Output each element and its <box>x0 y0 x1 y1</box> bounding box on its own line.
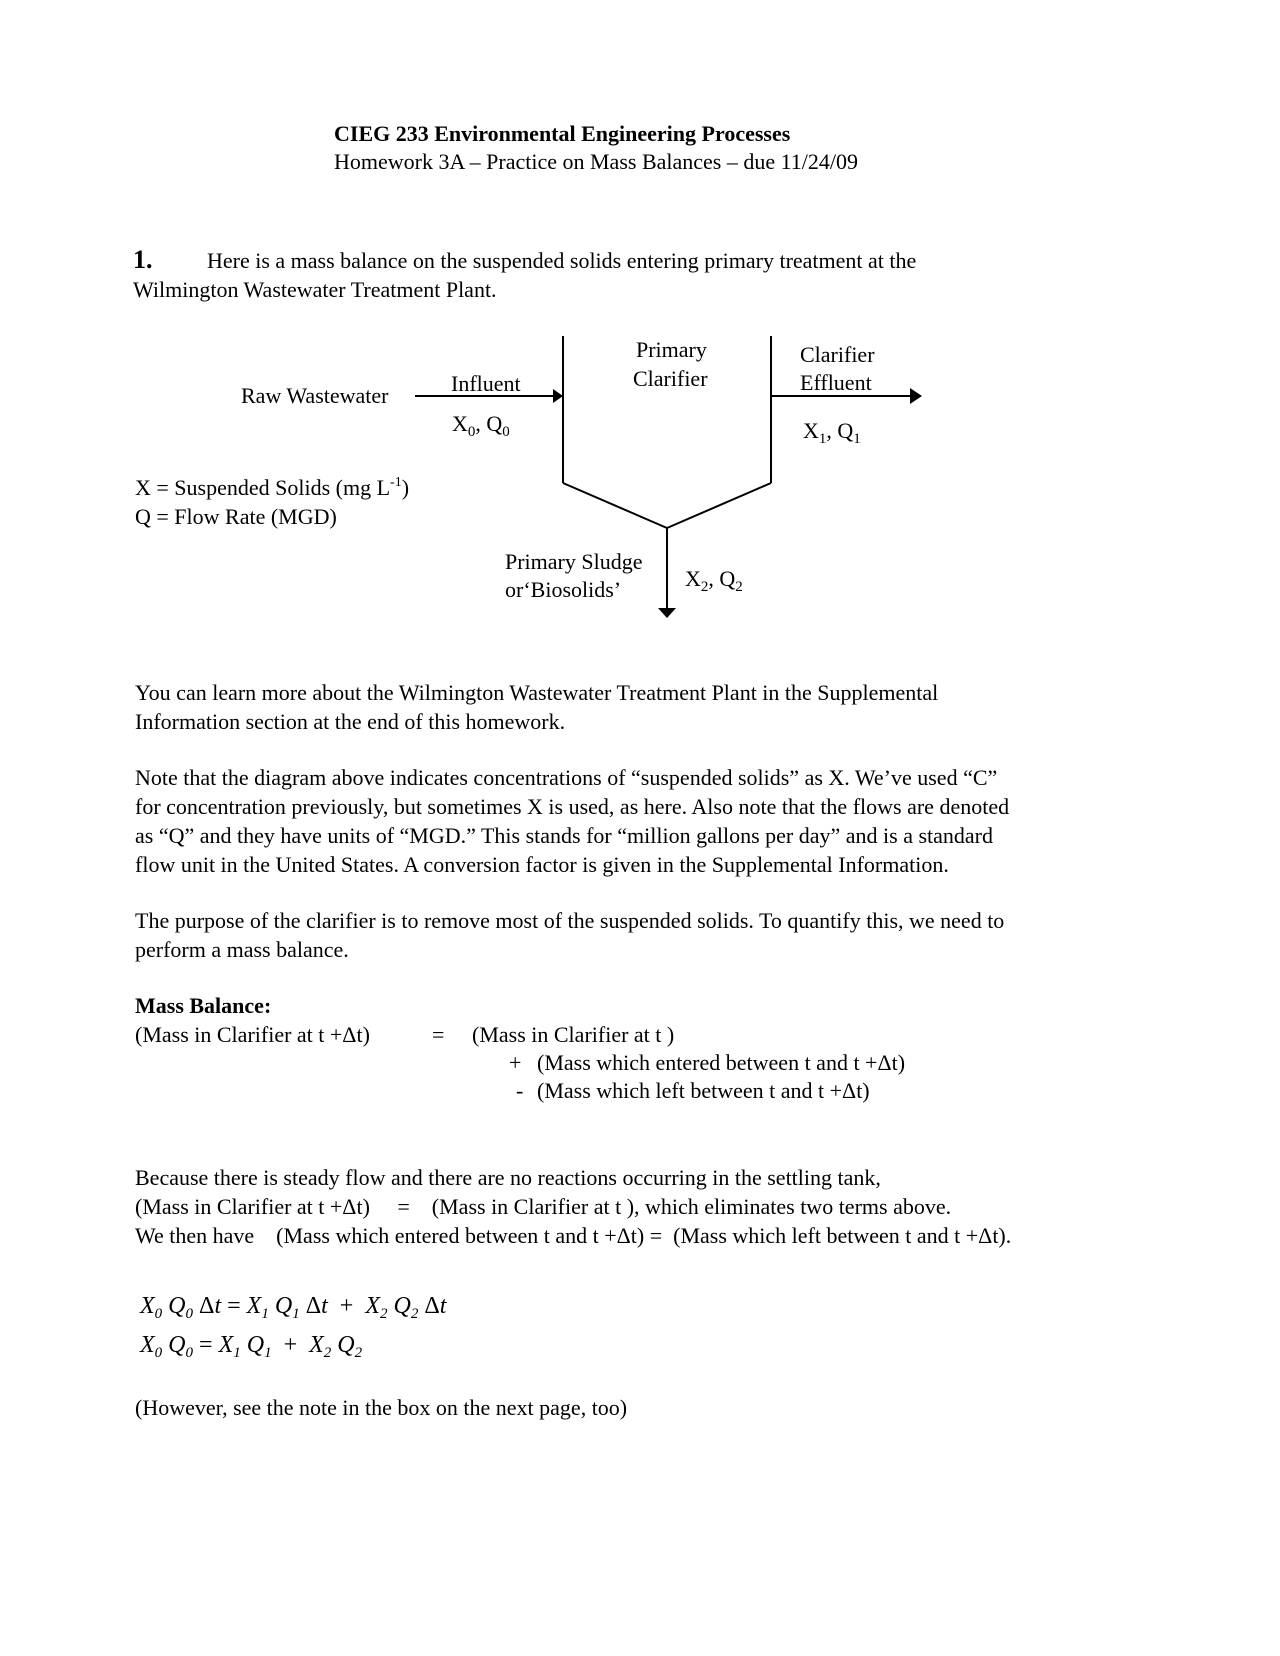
effluent-variables: $X_1$, $Q_1$ <box>803 418 861 447</box>
question-intro-line1: Here is a mass balance on the suspended solids entering primary treatment at the <box>207 248 917 273</box>
equation-2: $X_0$ $Q_0 = X_1$ $Q_1 + X_2$ $Q_2$ <box>140 1332 363 1361</box>
sludge-label-line1: Primary Sludge <box>505 549 643 574</box>
sludge-arrowhead <box>658 608 676 618</box>
sludge-label-line2: or‘Biosolids’ <box>505 577 622 602</box>
mass-balance-lhs: (Mass in Clarifier at t +Δt) <box>135 1022 370 1047</box>
clarifier-label-line2: Clarifier <box>633 366 708 391</box>
paragraph-line: perform a mass balance. <box>135 937 349 962</box>
clarifier-hopper-left <box>563 483 667 528</box>
paragraph-line: flow unit in the United States. A conversion factor is given in the Supplemental Information. <box>135 852 949 877</box>
steady-state-paragraph <box>135 1163 1150 1250</box>
question-intro-line2: Wilmington Wastewater Treatment Plant. <box>133 277 497 302</box>
effluent-arrowhead <box>910 388 922 404</box>
paragraph-purpose <box>135 906 1150 964</box>
paragraph-line: The purpose of the clarifier is to remove most of the suspended solids. To quantify this, we need to <box>135 908 1005 933</box>
mass-balance-minus: - <box>516 1078 524 1103</box>
document-subtitle: Homework 3A – Practice on Mass Balances – due 11/24/09 <box>334 149 859 174</box>
paragraph-line: Note that the diagram above indicates concentrations of “suspended solids” as X. We’ve used “C” <box>135 765 998 790</box>
influent-arrowhead <box>553 389 563 403</box>
footer-note: (However, see the note in the box on the next page, too) <box>135 1395 628 1420</box>
mass-balance-rhs1: (Mass in Clarifier at t ) <box>472 1022 675 1047</box>
mass-balance-equals: = <box>432 1022 445 1047</box>
legend-q: Q = Flow Rate (MGD) <box>135 504 337 529</box>
mass-balance-rhs3: (Mass which left between t and t +Δt) <box>537 1078 870 1103</box>
equation-1: $X_0$ $Q_0$ $\Delta t = X_1$ $Q_1$ $\Delta t + X_2$ $Q_2$ Δt <box>140 1293 447 1322</box>
mass-balance-rhs2: (Mass which entered between t and t +Δt) <box>537 1050 906 1075</box>
influent-variables: $X_0$, $Q_0$ <box>452 411 510 440</box>
paragraph-supplemental <box>135 678 1150 736</box>
paragraph-line: We then have (Mass which entered between t and t +Δt) = (Mass which left between t and t +Δt). <box>135 1223 1012 1248</box>
clarifier-hopper-right <box>667 483 771 528</box>
mass-balance-heading: Mass Balance: <box>135 993 272 1018</box>
raw-wastewater-label: Raw Wastewater <box>241 383 389 408</box>
paragraph-line: Information section at the end of this homework. <box>135 709 566 734</box>
question-number: 1. <box>133 245 153 274</box>
document-title: CIEG 233 Environmental Engineering Processes <box>334 121 791 146</box>
paragraph-line: as “Q” and they have units of “MGD.” This stands for “million gallons per day” and is a standard <box>135 823 993 848</box>
effluent-label-line1: Clarifier <box>800 342 875 367</box>
paragraph-line: You can learn more about the Wilmington Wastewater Treatment Plant in the Supplemental <box>135 680 939 705</box>
effluent-label-line2: Effluent <box>800 370 872 395</box>
paragraph-line: for concentration previously, but sometimes X is used, as here. Also note that the flows are denoted <box>135 794 1010 819</box>
mass-balance-plus: + <box>509 1050 522 1075</box>
influent-label: Influent <box>451 371 521 396</box>
sludge-variables: $X_2$, $Q_2$ <box>685 566 743 595</box>
paragraph-notation <box>135 763 1150 879</box>
legend-x: X = Suspended Solids (mg $L^{-1}$) <box>135 475 410 500</box>
clarifier-label-line1: Primary <box>636 337 707 362</box>
paragraph-line: (Mass in Clarifier at t +Δt) = (Mass in Clarifier at t ), which eliminates two terms above. <box>135 1194 952 1219</box>
paragraph-line: Because there is steady flow and there are no reactions occurring in the settling tank, <box>135 1165 881 1190</box>
